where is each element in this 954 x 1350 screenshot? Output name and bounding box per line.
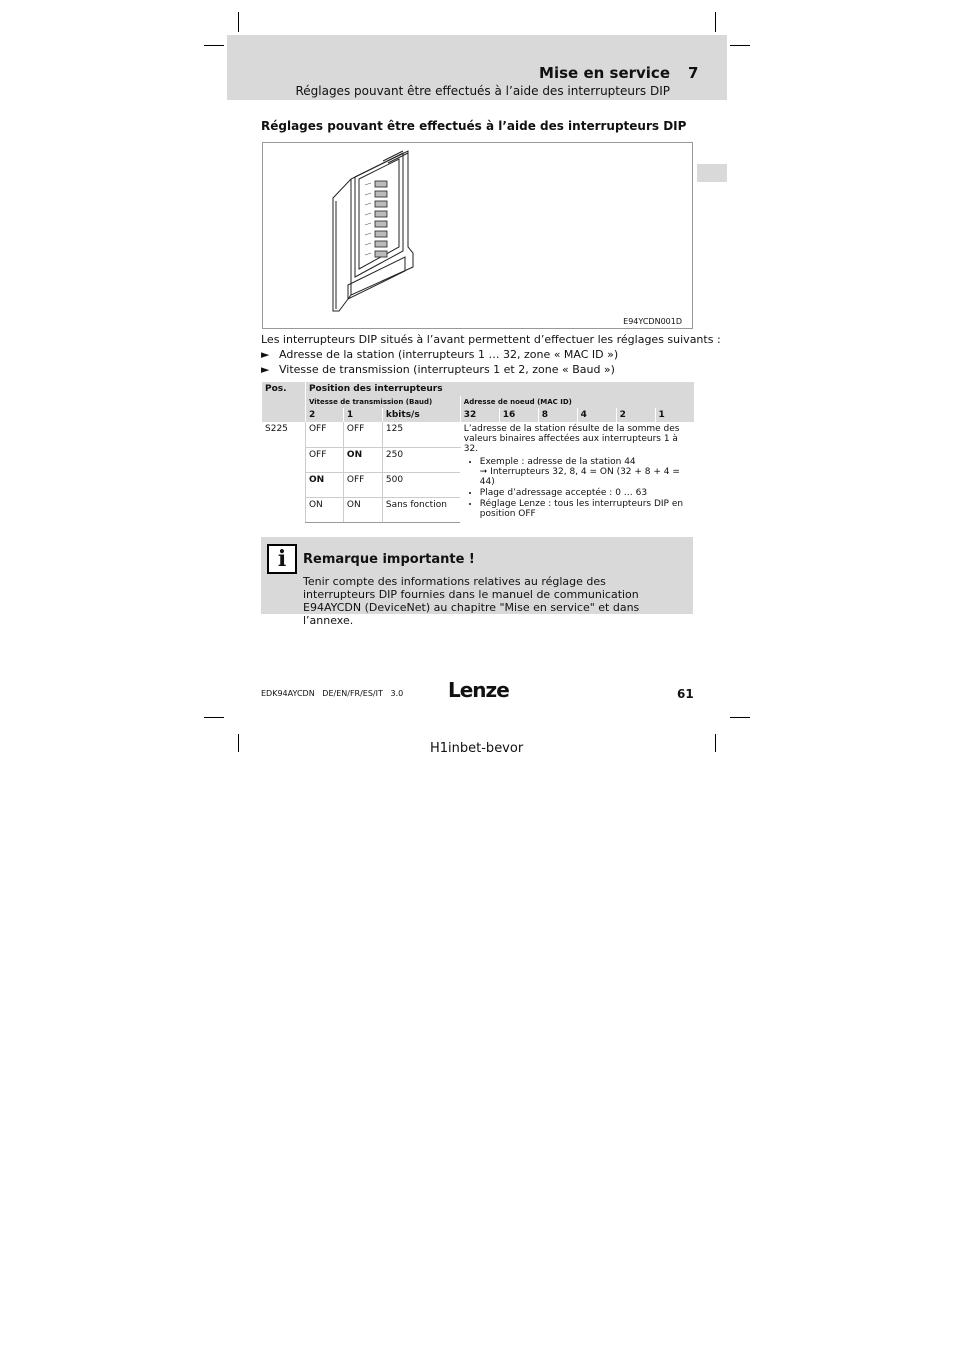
note-text: Tenir compte des informations relatives au réglage des interrupteurs DIP fournies dans le manuel de communication E94AYCDN (DeviceNet) au chapitre "Mise en service" et dans l’annexe.: [303, 575, 640, 627]
table-row: ON OFF 500: [262, 473, 695, 498]
baud-col-header: 1: [343, 408, 382, 422]
dip-switch-drawing: [263, 143, 694, 330]
crop-mark: [730, 45, 750, 46]
mac-col-header: 1: [655, 408, 694, 422]
chapter-number: 7: [688, 64, 699, 82]
page-number: 61: [677, 687, 694, 701]
mac-col-header: 32: [460, 408, 499, 422]
crop-mark: [730, 717, 750, 718]
chapter-tab: [697, 164, 727, 182]
col-pos-header: Pos.: [262, 382, 306, 422]
mac-col-header: 16: [499, 408, 538, 422]
mac-col-header: 4: [577, 408, 616, 422]
table-row: S225 OFF OFF 125 L’adresse de la station résulte de la somme des valeurs binaires affectées aux interrupteurs 1 à 32. • Exemple : adresse de la station 44 ➞ Interrupteurs 32, 8, 4 = ON (32 + 8 + 4 = 44) • Plage d’adressage acceptée : 0 … 63 • Réglage Lenze : tous les interrupteurs DIP en position OFF: [262, 422, 695, 447]
list-item: • Plage d’adressage acceptée : 0 … 63: [480, 488, 691, 498]
crop-mark: [715, 12, 716, 32]
bullet-arrow-icon: ►: [261, 363, 270, 376]
list-item: • Exemple : adresse de la station 44 ➞ Interrupteurs 32, 8, 4 = ON (32 + 8 + 4 = 44): [480, 457, 691, 487]
chapter-title: Mise en service: [539, 64, 670, 82]
baud-col-header: kbits/s: [382, 408, 460, 422]
chapter-subtitle: Réglages pouvant être effectués à l’aide des interrupteurs DIP: [295, 84, 670, 98]
crop-mark: [204, 717, 224, 718]
mac-col-header: 2: [616, 408, 655, 422]
intro-text: Les interrupteurs DIP situés à l’avant permettent d’effectuer les réglages suivants :: [261, 333, 721, 346]
crop-mark: [204, 45, 224, 46]
table-row: OFF ON 250: [262, 447, 695, 472]
info-icon: i: [267, 544, 297, 574]
crop-mark: [238, 12, 239, 32]
list-item: ► Adresse de la station (interrupteurs 1 … 32, zone « MAC ID »): [261, 348, 619, 361]
group-baud-header: Vitesse de transmission (Baud): [305, 396, 460, 408]
dip-settings-table: [261, 382, 694, 523]
mac-description: L’adresse de la station résulte de la somme des valeurs binaires affectées aux interrupteurs 1 à 32. • Exemple : adresse de la station 44 ➞ Interrupteurs 32, 8, 4 = ON (32 + 8 + 4 = 44) • Plage d’adressage acceptée : 0 … 63 • Réglage Lenze : tous les interrupteurs DIP en position OFF: [460, 422, 694, 522]
imprint-label: H1inbet-bevor: [430, 741, 524, 756]
table-row: ON ON Sans fonction: [262, 498, 695, 522]
document-code: EDK94AYCDN DE/EN/FR/ES/IT 3.0: [261, 689, 404, 698]
dip-switch-figure: [262, 142, 693, 329]
mac-col-header: 8: [538, 408, 577, 422]
pos-value: S225: [262, 422, 306, 522]
col-position-header: Position des interrupteurs: [305, 382, 694, 396]
crop-mark: [238, 734, 239, 752]
important-note: [261, 537, 693, 627]
group-mac-header: Adresse de noeud (MAC ID): [460, 396, 694, 408]
lenze-logo: Lenze: [448, 678, 509, 702]
list-item: • Réglage Lenze : tous les interrupteurs DIP en position OFF: [480, 499, 691, 519]
baud-col-header: 2: [305, 408, 343, 422]
section-title: Réglages pouvant être effectués à l’aide des interrupteurs DIP: [261, 119, 687, 133]
list-item: ► Vitesse de transmission (interrupteurs 1 et 2, zone « Baud »): [261, 363, 615, 376]
crop-mark: [715, 734, 716, 752]
note-title: Remarque importante !: [303, 552, 475, 567]
figure-code: E94YCDN001D: [623, 317, 682, 326]
bullet-arrow-icon: ►: [261, 348, 270, 361]
